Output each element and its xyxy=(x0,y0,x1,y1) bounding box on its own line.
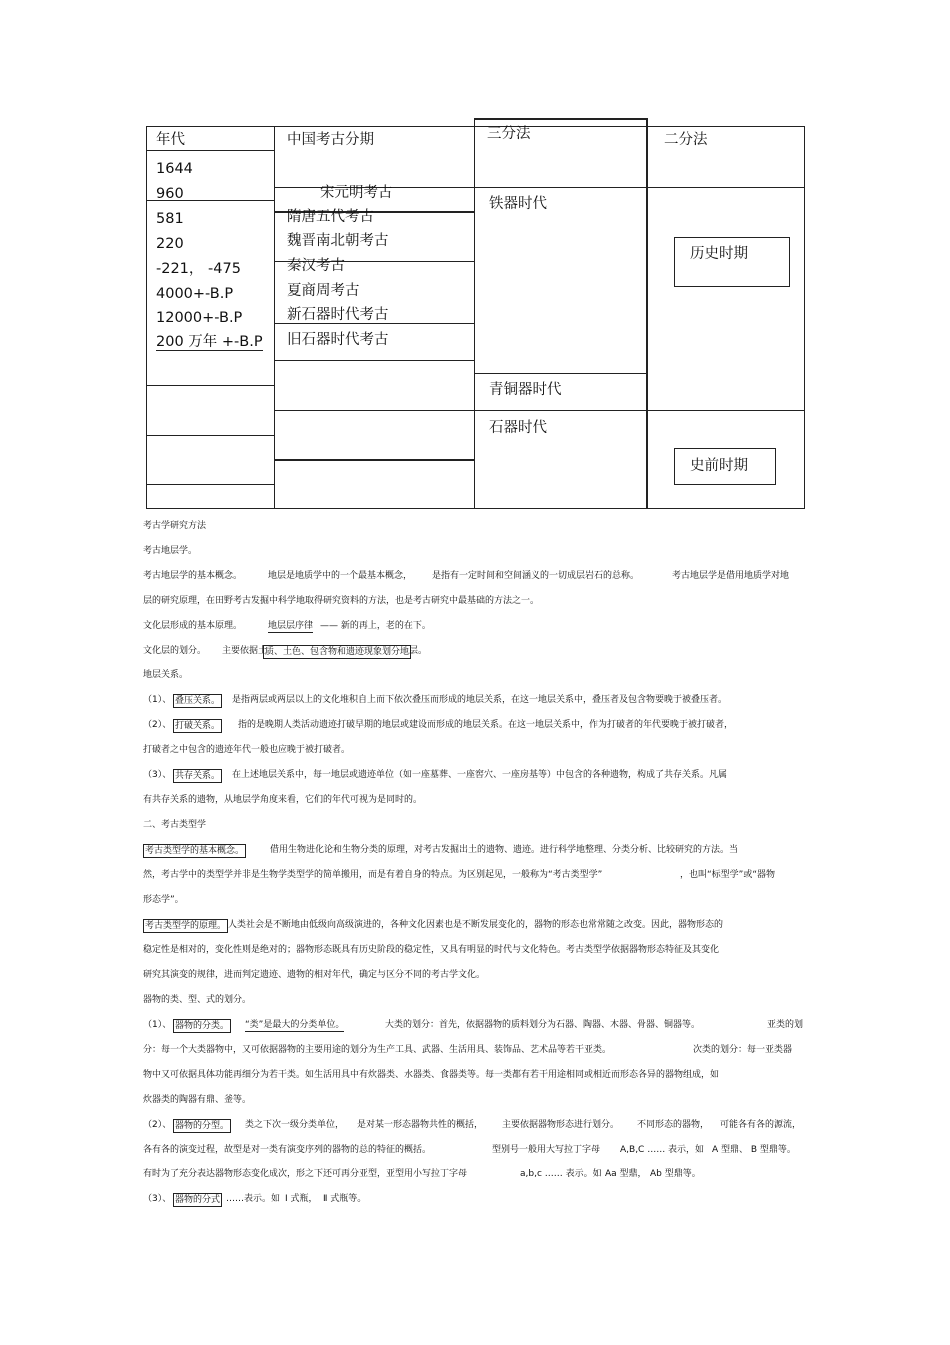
subsection-heading: 器物的类、型、式的划分。 xyxy=(143,995,252,1005)
paragraph-text: —— 新的再上，老的在下。 xyxy=(320,621,431,631)
year-label: 4000+-B.P xyxy=(156,286,234,302)
paragraph-text: “类”是最大的分类单位。 xyxy=(245,1020,345,1030)
list-index: （3）、 xyxy=(143,770,172,780)
year-label: 12000+-B.P xyxy=(156,310,243,326)
paragraph-text: ，也叫“标型学”或“器物 xyxy=(680,870,775,880)
paragraph-text: 然，考古学中的类型学并非是生物学类型学的简单搬用，而是有着自身的特点。为区别起见，一般称为“考古类型学” xyxy=(143,870,603,880)
paragraph-text: 型别号一般用大写拉丁字母 xyxy=(492,1145,601,1155)
year-label: -221， -475 xyxy=(156,261,241,277)
paragraph-text: 文化层形成的基本原理。 xyxy=(143,621,243,631)
paragraph-text: 是指有一定时间和空间涵义的一切成层岩石的总称。 xyxy=(432,571,640,581)
bronze-age-label: 青铜器时代 xyxy=(489,382,562,398)
stratigraphy-law-term: 地层层序律 xyxy=(268,621,314,631)
historic-period-label: 历史时期 xyxy=(690,246,748,262)
list-index: （1）、 xyxy=(143,695,172,705)
boxed-term: 考古类型学的基本概念。 xyxy=(145,846,245,856)
paragraph-text: 大类的划分：首先，依据器物的质料划分为石器、陶器、木器、骨器、铜器等。 xyxy=(385,1020,701,1030)
iron-age-label: 铁器时代 xyxy=(489,196,547,212)
boxed-term: 打破关系。 xyxy=(175,721,221,731)
prehistoric-period-label: 史前时期 xyxy=(690,458,748,474)
header-three-age-system: 三分法 xyxy=(487,126,531,142)
stone-age-label: 石器时代 xyxy=(489,420,547,436)
paragraph-text: 是对某一形态器物共性的概括， xyxy=(357,1120,484,1130)
paragraph-text: Ab 型鼎等。 xyxy=(650,1169,701,1179)
section-heading: 考古学研究方法 xyxy=(143,521,207,531)
year-label: 581 xyxy=(156,211,184,227)
paragraph-text: 有共存关系的遗物，从地层学角度来看，它们的年代可视为是同时的。 xyxy=(143,795,423,805)
period-label: 秦汉考古 xyxy=(287,258,345,274)
paragraph-text: 打破者之中包含的遗迹年代一般也应晚于被打破者。 xyxy=(143,745,351,755)
subsection-heading: 考古地层学。 xyxy=(143,546,198,556)
year-label: 960 xyxy=(156,186,184,202)
period-label: 旧石器时代考古 xyxy=(287,332,389,348)
list-index: （2）、 xyxy=(143,1120,172,1130)
paragraph-text: 稳定性是相对的，变化性则是绝对的；器物形态既具有历史阶段的稳定性，又具有明显的时代与文化特色。考古类型学依据器物形态特征及其变化 xyxy=(143,945,720,955)
period-label: 隋唐五代考古 xyxy=(287,209,374,225)
paragraph-text: 文化层的划分。 xyxy=(143,646,207,656)
period-label: 宋元明考古 xyxy=(320,185,393,201)
header-two-period-system: 二分法 xyxy=(664,132,708,148)
paragraph-text: 炊器类的陶器有鼎、釜等。 xyxy=(143,1095,252,1105)
list-index: （1）、 xyxy=(143,1020,172,1030)
paragraph-text: 地层是地质学中的一个最基本概念， xyxy=(268,571,413,581)
paragraph-text: 指的是晚期人类活动遗迹打破早期的地层或建设而形成的地层关系。在这一地层关系中，作为打破者的年代要晚于被打破者， xyxy=(238,720,734,730)
paragraph-text: Ⅱ 式瓶等。 xyxy=(323,1194,367,1204)
paragraph-text: 次类的划分：每一亚类器 xyxy=(693,1045,793,1055)
paragraph-text: 层。 xyxy=(409,646,428,656)
paragraph-text: A 型鼎、 B 型鼎等。 xyxy=(712,1145,796,1155)
paragraph-text: 形态学”。 xyxy=(143,895,184,905)
list-index: （3）、 xyxy=(143,1194,172,1204)
paragraph-text: 层的研究原理，在田野考古发掘中科学地取得研究资料的方法，也是考古研究中最基础的方法之一。 xyxy=(143,596,540,606)
paragraph-text: 在上述地层关系中，每一地层或遗迹单位（如一座墓葬、一座窖穴、一座房基等）中包含的各种遗物，构成了共存关系。凡属 xyxy=(232,770,728,780)
period-label: 夏商周考古 xyxy=(287,283,360,299)
paragraph-text: 物中又可依据具体功能再细分为若干类。如生活用具中有炊器类、水器类、食器类等。每一类都有若干用途相同或相近而形态各异的器物组成，如 xyxy=(143,1070,720,1080)
paragraph-text: 不同形态的器物， xyxy=(637,1120,710,1130)
boxed-term: 质、土色、包含物和遗迹现象划分地 xyxy=(265,647,410,657)
paragraph-text: 考古地层学的基本概念。 xyxy=(143,571,243,581)
paragraph-text: 借用生物进化论和生物分类的原理，对考古发掘出土的遗物、遗迹。进行科学地整理、分类分析、比较研究的方法。当 xyxy=(270,845,739,855)
paragraph-text: 类之下次一级分类单位， xyxy=(245,1120,345,1130)
header-era: 年代 xyxy=(156,132,185,148)
paragraph-text: ……表示。如 xyxy=(226,1194,281,1204)
year-label: 1644 xyxy=(156,161,193,177)
boxed-term: 考古类型学的原理。 xyxy=(145,921,227,931)
paragraph-text: a,b,c …… 表示。如 xyxy=(520,1169,602,1179)
boxed-term: 器物的分类。 xyxy=(175,1021,230,1031)
paragraph-text: Ⅰ 式瓶， xyxy=(285,1194,318,1204)
period-label: 新石器时代考古 xyxy=(287,307,389,323)
boxed-term: 共存关系。 xyxy=(175,771,221,781)
paragraph-text: 是指两层或两层以上的文化堆积自上而下依次叠压而形成的地层关系，在这一地层关系中，叠压者及包含物要晚于被叠压者。 xyxy=(232,695,728,705)
paragraph-text: 主要依据器物形态进行划分。 xyxy=(502,1120,620,1130)
boxed-term: 器物的分型。 xyxy=(175,1121,230,1131)
paragraph-text: A,B,C …… 表示，如 xyxy=(620,1145,705,1155)
paragraph-text: 各有各的演变过程，故型是对一类有演变序列的器物的总的特征的概括。 xyxy=(143,1145,432,1155)
year-label: 220 xyxy=(156,236,184,252)
paragraph-text: 考古地层学是借用地质学对地 xyxy=(672,571,790,581)
paragraph-text: 可能各有各的源流， xyxy=(720,1120,802,1130)
boxed-term: 器物的分式 xyxy=(175,1195,221,1205)
paragraph-text: 亚类的划 xyxy=(767,1020,804,1030)
paragraph-text: 主要依据土 xyxy=(222,646,268,656)
header-china-periods: 中国考古分期 xyxy=(287,132,374,148)
paragraph-text: 分：每一个大类器物中，又可依据器物的主要用途的划分为生产工具、武器、生活用具、装饰品、艺术品等若干亚类。 xyxy=(143,1045,612,1055)
paragraph-text: 研究其演变的规律，进而判定遗迹、遗物的相对年代，确定与区分不同的考古学文化。 xyxy=(143,970,486,980)
section-heading: 二、考古类型学 xyxy=(143,820,207,830)
period-label: 魏晋南北朝考古 xyxy=(287,233,389,249)
paragraph-text: Aa 型鼎， xyxy=(605,1169,647,1179)
year-label: 200 万年 +-B.P xyxy=(156,334,263,350)
boxed-term: 叠压关系。 xyxy=(175,696,221,706)
list-index: （2）、 xyxy=(143,720,172,730)
paragraph-text: 人类社会是不断地由低级向高级演进的，各种文化因素也是不断发展变化的，器物的形态也常常随之改变。因此，器物形态的 xyxy=(228,920,724,930)
paragraph-text: 有时为了充分表达器物形态变化成次，形之下还可再分亚型，亚型用小写拉丁字母 xyxy=(143,1169,468,1179)
subsection-heading: 地层关系。 xyxy=(143,670,189,680)
